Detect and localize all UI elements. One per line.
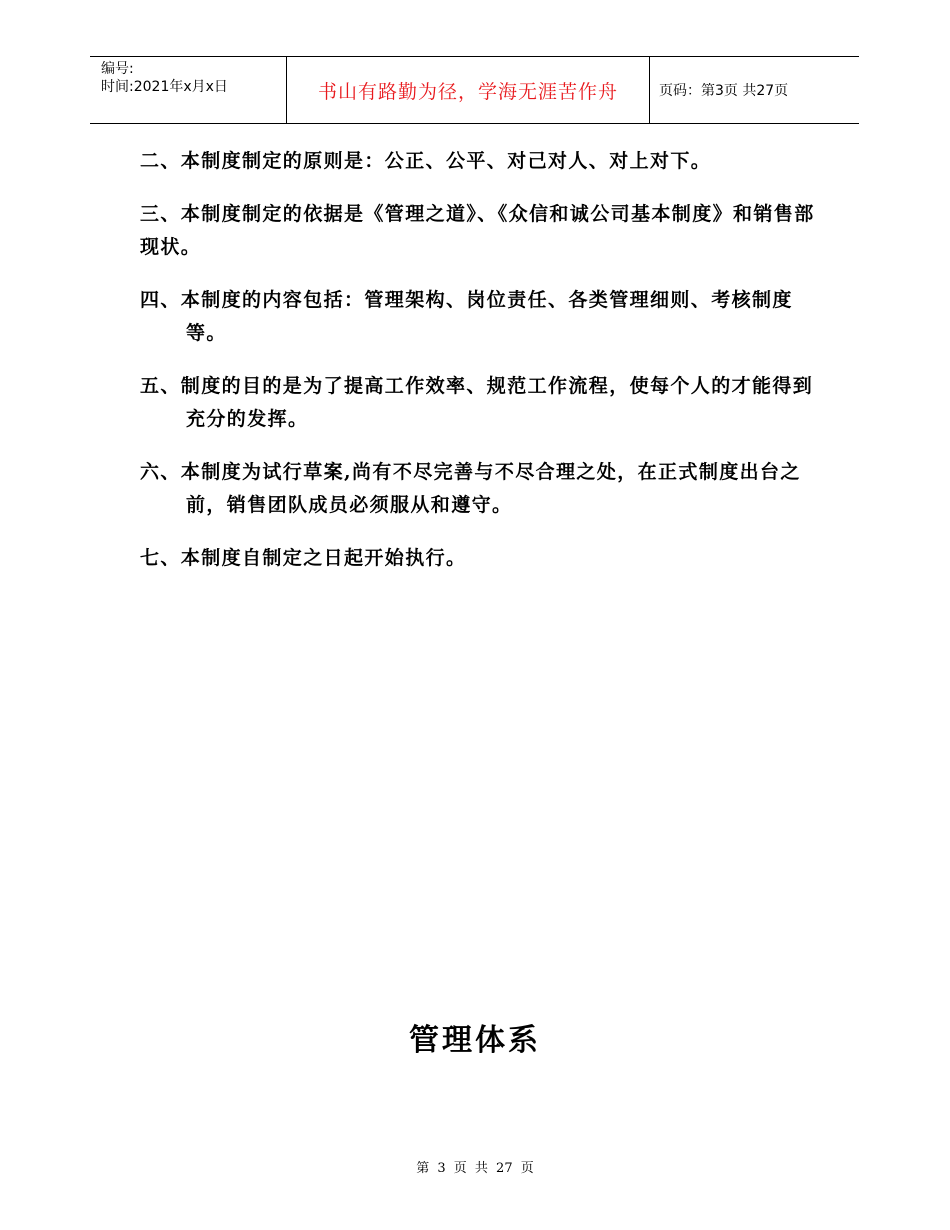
paragraph-7: 七、本制度自制定之日起开始执行。 — [140, 547, 467, 569]
header-meta — [90, 57, 286, 123]
document-body — [140, 145, 820, 595]
paragraph-2: 二、本制度制定的原则是：公正、公平、对己对人、对上对下。 — [140, 150, 712, 172]
page-footer: 第 3 页 共 27 页 — [416, 1161, 534, 1176]
header-divider — [649, 57, 650, 123]
document-time-label: 时间:2021年x月x日 — [101, 79, 228, 95]
paragraph-6: 六、本制度为试行草案,尚有不尽完善与不尽合理之处，在正式制度出台之前，销售团队成员必须服从和遵守。 — [140, 461, 801, 516]
header-page-number: 页码：第3页 共27页 — [659, 83, 789, 99]
paragraph-3: 三、本制度制定的依据是《管理之道》、《众信和诚公司基本制度》和销售部现状。 — [140, 203, 815, 258]
header-motto: 书山有路勤为径，学海无涯苦作舟 — [317, 80, 618, 103]
section-title: 管理体系 — [409, 1023, 541, 1058]
document-number-label: 编号: — [101, 61, 134, 77]
paragraph-5: 五、制度的目的是为了提高工作效率、规范工作流程，使每个人的才能得到充分的发挥。 — [140, 375, 814, 430]
page-header — [90, 56, 859, 124]
paragraph-4: 四、本制度的内容包括：管理架构、岗位责任、各类管理细则、考核制度等。 — [140, 289, 793, 344]
